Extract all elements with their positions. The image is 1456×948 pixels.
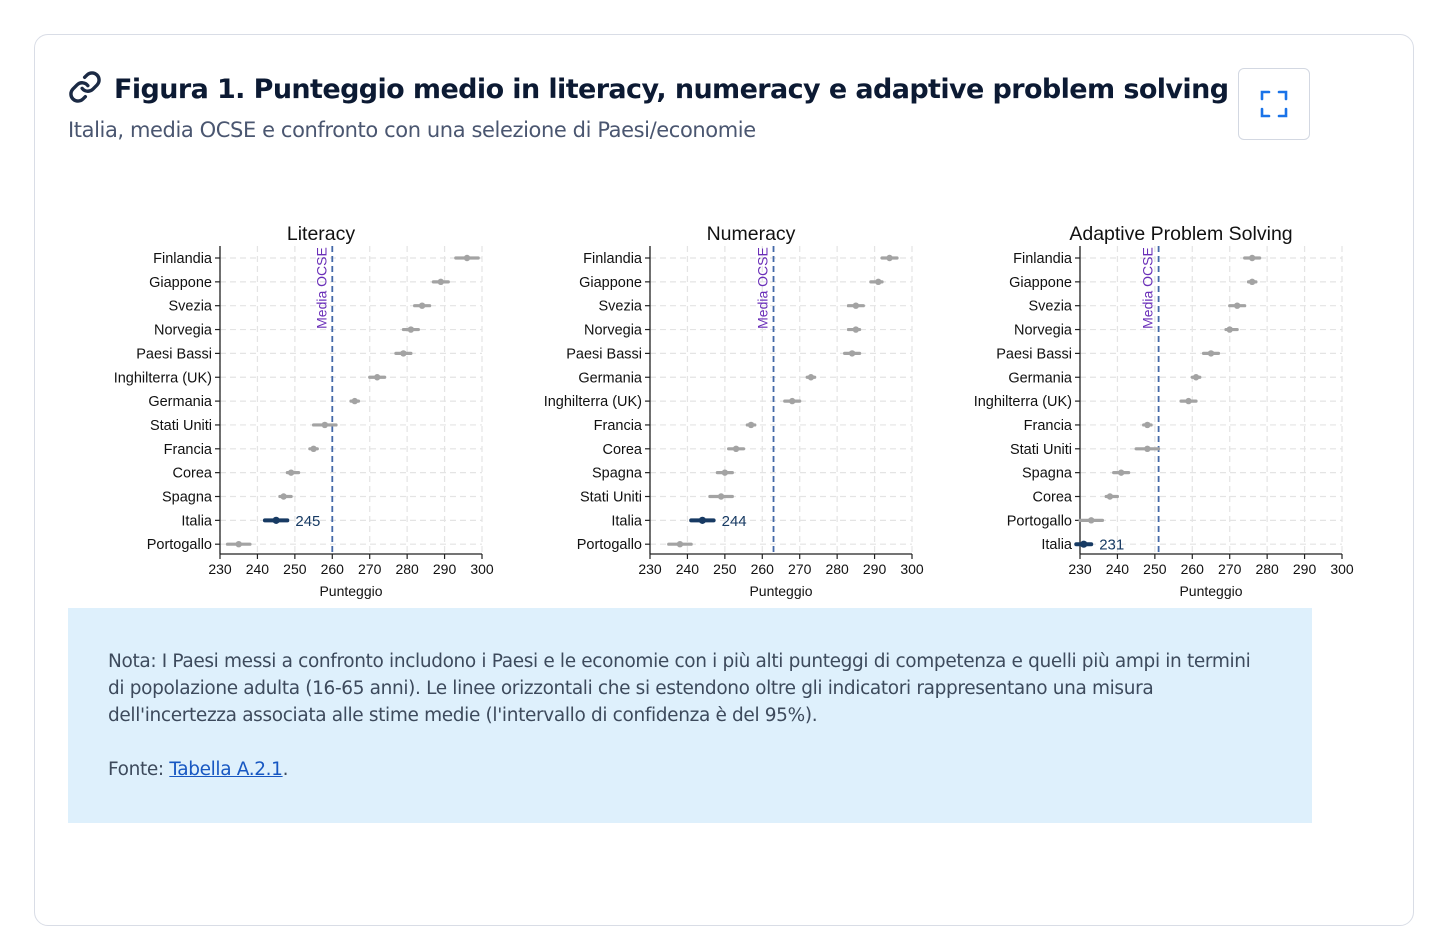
charts-area	[60, 178, 1354, 599]
country-label: Norvegia	[153, 322, 212, 339]
chart-title: Adaptive Problem Solving	[1069, 223, 1293, 245]
x-tick-label: 270	[788, 561, 812, 577]
x-tick-label: 270	[1218, 561, 1242, 577]
italy-value-label: 231	[1099, 536, 1125, 554]
x-tick-label: 300	[900, 561, 924, 577]
country-point	[1118, 469, 1124, 475]
country-label: Francia	[1023, 417, 1072, 434]
country-label: Corea	[172, 465, 212, 482]
country-point	[1088, 517, 1094, 523]
country-point	[438, 279, 444, 285]
x-tick-label: 280	[395, 561, 419, 577]
country-label: Stati Uniti	[579, 489, 642, 506]
note-box	[68, 608, 1312, 823]
country-point	[1144, 422, 1150, 428]
source-suffix: .	[282, 759, 289, 780]
country-label: Finlandia	[153, 251, 212, 267]
country-point	[853, 303, 859, 309]
country-point	[280, 493, 286, 499]
x-tick-label: 270	[358, 561, 382, 577]
x-axis-label: Punteggio	[1179, 583, 1243, 599]
x-tick-label: 240	[675, 561, 700, 577]
country-point	[849, 350, 855, 356]
oecd-average-label: Media OCSE	[754, 247, 771, 329]
x-tick-label: 260	[1180, 561, 1204, 577]
x-tick-label: 260	[320, 561, 344, 577]
country-label: Corea	[1032, 489, 1072, 506]
country-label: Portogallo	[146, 537, 212, 554]
country-label: Italia	[611, 513, 642, 530]
country-point	[748, 422, 754, 428]
country-point	[288, 469, 294, 475]
oecd-average-label: Media OCSE	[313, 247, 330, 329]
link-icon[interactable]	[68, 70, 114, 109]
x-tick-label: 280	[825, 561, 849, 577]
country-label: Paesi Bassi	[996, 346, 1072, 363]
country-label: Finlandia	[583, 251, 642, 267]
x-tick-label: 300	[470, 561, 494, 577]
country-label: Paesi Bassi	[136, 346, 212, 363]
literacy-chart	[60, 178, 494, 599]
country-label: Corea	[602, 441, 642, 458]
italy-value-label: 245	[295, 512, 321, 530]
country-label: Finlandia	[1013, 251, 1072, 267]
country-label: Stati Uniti	[1009, 441, 1072, 458]
note-text: Nota: I Paesi messi a confronto includono i Paesi e le economie con i più alti punteggi di competenza e quelli più ampi in termini di popolazione adulta (16-65 anni). Le linee orizzontali che si estendono oltre gli indicatori rappresentano una misura dell'incertezza associata alle stime medie (l'intervallo di confidenza è del 95%).	[108, 651, 1251, 726]
country-label: Francia	[163, 441, 212, 458]
figure-header	[68, 70, 1228, 109]
country-point	[1249, 255, 1255, 261]
italy-point	[699, 517, 706, 524]
country-point	[886, 255, 892, 261]
country-point	[419, 303, 425, 309]
expand-icon	[1259, 89, 1289, 119]
country-label: Svezia	[1028, 298, 1072, 315]
x-tick-label: 240	[245, 561, 270, 577]
figure-subtitle: Italia, media OCSE e confronto con una selezione di Paesi/economie	[68, 118, 756, 142]
country-label: Inghilterra (UK)	[973, 394, 1072, 411]
italy-value-label: 244	[721, 512, 747, 530]
country-label: Svezia	[598, 298, 642, 315]
country-point	[1227, 326, 1233, 332]
country-label: Stati Uniti	[149, 417, 212, 434]
x-tick-label: 250	[1143, 561, 1167, 577]
country-point	[1193, 374, 1199, 380]
country-point	[236, 541, 242, 547]
x-tick-label: 250	[283, 561, 307, 577]
country-label: Portogallo	[1006, 513, 1072, 530]
figure-title: Figura 1. Punteggio medio in literacy, numeracy e adaptive problem solving	[114, 74, 1229, 105]
country-point	[352, 398, 358, 404]
country-point	[1144, 446, 1150, 452]
numeracy-chart	[490, 178, 924, 599]
country-point	[374, 374, 380, 380]
country-label: Giappone	[149, 274, 212, 291]
country-point	[733, 446, 739, 452]
country-point	[1234, 303, 1240, 309]
country-label: Spagna	[162, 489, 212, 506]
country-point	[1249, 279, 1255, 285]
country-point	[408, 326, 414, 332]
country-label: Spagna	[1022, 465, 1072, 482]
x-axis-label: Punteggio	[749, 583, 813, 599]
country-label: Germania	[1008, 370, 1072, 387]
country-point	[310, 446, 316, 452]
country-point	[808, 374, 814, 380]
country-point	[789, 398, 795, 404]
x-tick-label: 290	[432, 561, 457, 577]
source-link[interactable]: Tabella A.2.1	[169, 759, 283, 780]
x-tick-label: 230	[1068, 561, 1092, 577]
country-label: Portogallo	[576, 537, 642, 554]
country-label: Giappone	[579, 274, 642, 291]
x-tick-label: 240	[1105, 561, 1130, 577]
country-label: Germania	[578, 370, 642, 387]
country-label: Inghilterra (UK)	[113, 370, 212, 387]
country-label: Inghilterra (UK)	[543, 394, 642, 411]
expand-button[interactable]	[1238, 68, 1310, 140]
country-label: Germania	[148, 394, 212, 411]
x-tick-label: 230	[638, 561, 662, 577]
country-label: Italia	[1041, 537, 1072, 554]
x-tick-label: 290	[1292, 561, 1317, 577]
country-point	[853, 326, 859, 332]
x-axis-label: Punteggio	[319, 583, 383, 599]
country-point	[718, 493, 724, 499]
x-tick-label: 260	[750, 561, 774, 577]
country-point	[875, 279, 881, 285]
italy-point	[273, 517, 280, 524]
country-label: Francia	[593, 417, 642, 434]
country-label: Italia	[181, 513, 212, 530]
x-tick-label: 250	[713, 561, 737, 577]
x-tick-label: 300	[1330, 561, 1354, 577]
source-line	[108, 756, 1272, 783]
country-label: Norvegia	[583, 322, 642, 339]
italy-point	[1080, 541, 1087, 548]
country-label: Spagna	[592, 465, 642, 482]
chart-title: Numeracy	[706, 223, 796, 245]
country-label: Paesi Bassi	[566, 346, 642, 363]
country-point	[677, 541, 683, 547]
country-point	[464, 255, 470, 261]
x-tick-label: 290	[862, 561, 887, 577]
chart-title: Literacy	[286, 223, 356, 245]
country-label: Svezia	[168, 298, 212, 315]
country-point	[322, 422, 328, 428]
x-tick-label: 230	[208, 561, 232, 577]
country-point	[400, 350, 406, 356]
oecd-average-label: Media OCSE	[1139, 247, 1156, 329]
x-tick-label: 280	[1255, 561, 1279, 577]
country-point	[1208, 350, 1214, 356]
country-point	[722, 469, 728, 475]
country-point	[1107, 493, 1113, 499]
source-prefix: Fonte:	[108, 759, 170, 780]
adaptive-problem-solving-chart	[920, 178, 1354, 599]
country-point	[1185, 398, 1191, 404]
country-label: Giappone	[1009, 274, 1072, 291]
country-label: Norvegia	[1013, 322, 1072, 339]
